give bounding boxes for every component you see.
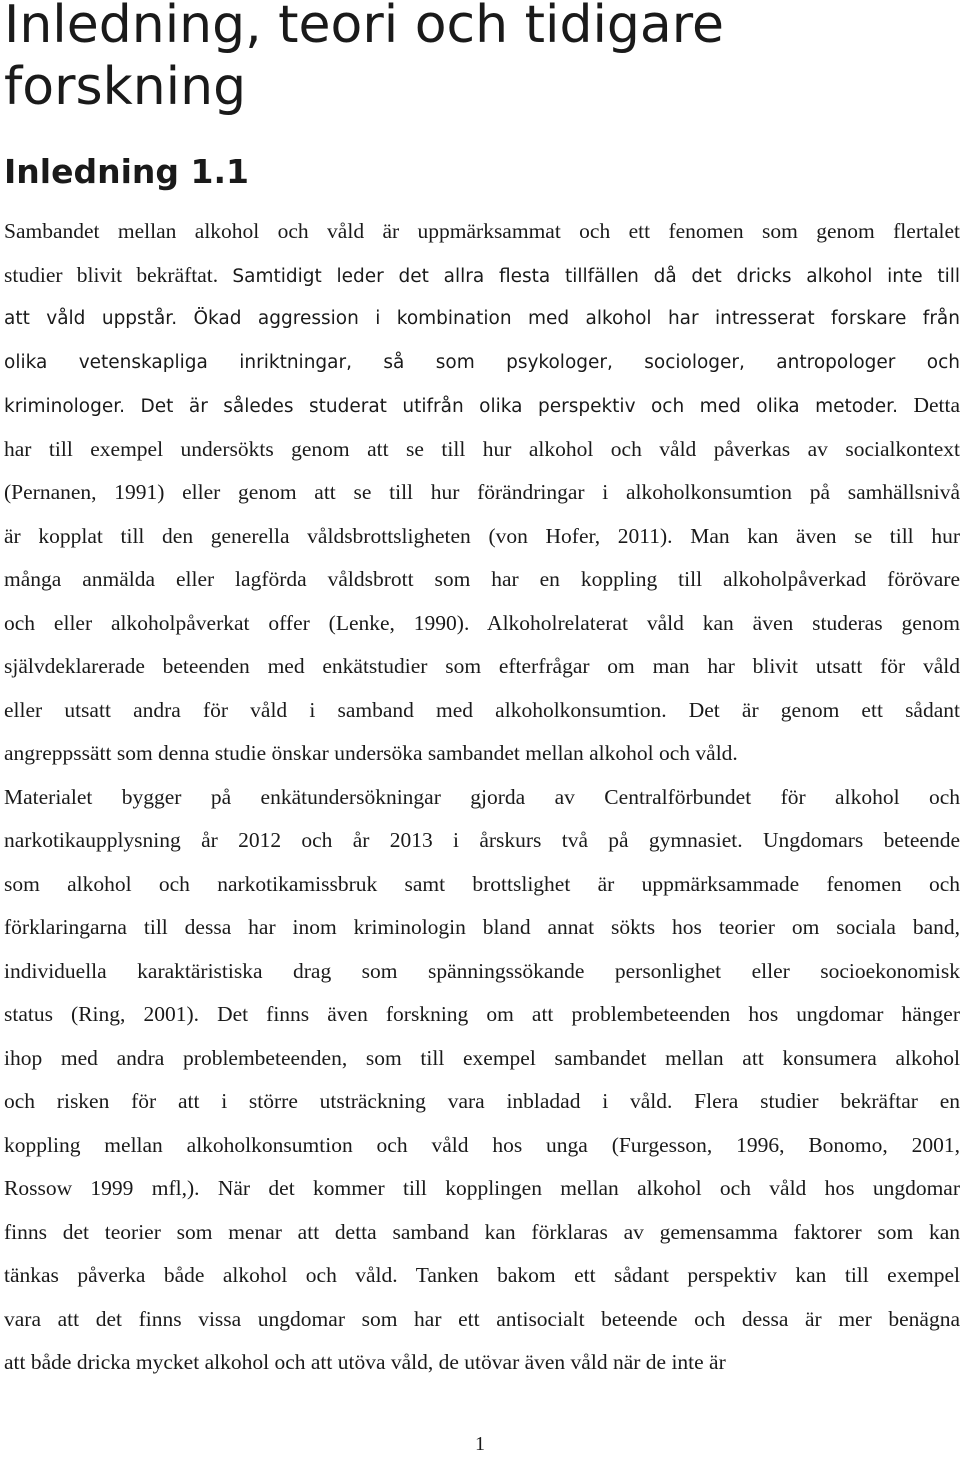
text-line (4, 471, 960, 515)
text-segment: och eller alkoholpåverkat offer (Lenke, 1990). (4, 610, 488, 635)
text-segment: Detta (913, 393, 960, 417)
text-line (4, 210, 960, 254)
section-heading: Inledning 1.1 (4, 152, 249, 191)
text-line (4, 1124, 960, 1168)
text-segment: som alkohol och narkotikamissbruk samt brottslighet är uppmärksammade fenomen och (4, 871, 960, 896)
text-segment: att våld uppstår. (4, 308, 194, 329)
text-line (4, 558, 960, 602)
text-segment: olika vetenskapliga inriktningar, så som psykologer, sociologer, antropologer och (4, 351, 960, 373)
text-segment: självdeklarerade beteenden med enkätstudier som efterfrågar om man har blivit utsatt för våld (4, 654, 960, 678)
text-segment: ihop med andra problembeteenden, som till exempel sambandet mellan att konsumera alkohol (4, 1045, 960, 1070)
text-segment: förklaringarna till dessa har inom kriminologin bland annat sökts hos teorier om sociala band, (4, 915, 960, 939)
text-segment: Alkoholrelaterat våld kan även studeras genom (487, 610, 960, 635)
text-segment: och risken för att i större utsträckning vara inbladad i våld. (4, 1089, 695, 1113)
text-segment: kriminologer. Det är således studerat utifrån olika perspektiv och med olika metoder. (4, 396, 914, 417)
text-segment: att både dricka mycket alkohol och att utöva våld, de utövar även våld när de inte är (4, 1350, 726, 1374)
text-line (4, 1211, 960, 1255)
text-line (4, 1167, 960, 1211)
text-segment: studier blivit bekräftat. (4, 262, 233, 287)
text-segment: Det finns även forskning om att problembeteenden hos ungdomar hänger (217, 1002, 960, 1026)
text-segment: Flera studier bekräftar en (694, 1089, 960, 1113)
page-number: 1 (475, 1433, 485, 1455)
text-line (4, 1341, 960, 1385)
text-line (4, 732, 960, 776)
text-line (4, 689, 960, 733)
text-segment: När det kommer till kopplingen mellan alkohol och våld hos ungdomar (217, 1176, 960, 1200)
text-line (4, 819, 960, 863)
text-line (4, 776, 960, 820)
text-segment: individuella karaktäristiska drag som spänningssökande personlighet eller socioekonomisk (4, 958, 960, 983)
text-segment: Ungdomars beteende (762, 828, 960, 852)
text-segment: narkotikaupplysning år 2012 och år 2013 i årskurs två på gymnasiet. (4, 828, 763, 852)
text-segment: Rossow 1999 mfl,). (4, 1176, 218, 1200)
text-segment: har till exempel undersökts genom att se till hur alkohol och våld påverkas av socialkontext (4, 436, 960, 461)
text-line (4, 906, 960, 950)
text-line (4, 1080, 960, 1124)
text-segment: angreppssätt som denna studie önskar undersöka sambandet mellan alkohol och våld. (4, 741, 738, 765)
text-segment: eller utsatt andra för våld i samband med alkoholkonsumtion. (4, 697, 689, 722)
text-line (4, 384, 960, 428)
text-line (4, 1254, 960, 1298)
text-segment: koppling mellan alkoholkonsumtion och våld hos unga (Furgesson, 1996, Bonomo, 2001, (4, 1132, 960, 1157)
text-segment: status (Ring, 2001). (4, 1002, 218, 1026)
text-line (4, 254, 960, 298)
text-segment: Det är genom ett sådant (688, 697, 960, 722)
text-segment: Sambandet mellan alkohol och våld är uppmärksammat och ett fenomen som genom flertalet (4, 219, 960, 243)
text-segment: finns det teorier som menar att detta samband kan förklaras av gemensamma faktorer som kan (4, 1219, 960, 1244)
text-line (4, 993, 960, 1037)
text-line (4, 1037, 960, 1081)
text-line (4, 950, 960, 994)
text-line (4, 602, 960, 646)
body-text (4, 210, 960, 1385)
text-line (4, 428, 960, 472)
text-segment: Samtidigt leder det allra flesta tillfällen då det dricks alkohol inte till (232, 265, 960, 287)
text-segment: tänkas påverka både alkohol och våld. (4, 1263, 416, 1287)
text-segment: vara att det finns vissa ungdomar som har ett antisocialt beteende och dessa är mer benägna (4, 1306, 960, 1331)
text-line (4, 863, 960, 907)
page-title: Inledning, teori och tidigare forskning (4, 0, 725, 117)
text-segment: Materialet bygger på enkätundersökningar gjorda av Centralförbundet för alkohol och (4, 784, 960, 809)
text-segment: är kopplat till den generella våldsbrottsligheten (von Hofer, 2011). (4, 523, 691, 548)
text-line (4, 1298, 960, 1342)
text-line (4, 515, 960, 559)
text-segment: Man kan även se till hur (690, 523, 960, 548)
text-line (4, 645, 960, 689)
text-line (4, 297, 960, 341)
text-segment: (Pernanen, 1991) eller genom att se till hur förändringar i alkoholkonsumtion på samhällsnivå (4, 480, 960, 504)
text-line (4, 341, 960, 385)
text-segment: Ökad aggression i kombination med alkohol har intresserat forskare från (193, 308, 960, 329)
text-segment: många anmälda eller lagförda våldsbrott som har en koppling till alkoholpåverkad förövare (4, 567, 960, 591)
text-segment: Tanken bakom ett sådant perspektiv kan till exempel (415, 1263, 960, 1287)
